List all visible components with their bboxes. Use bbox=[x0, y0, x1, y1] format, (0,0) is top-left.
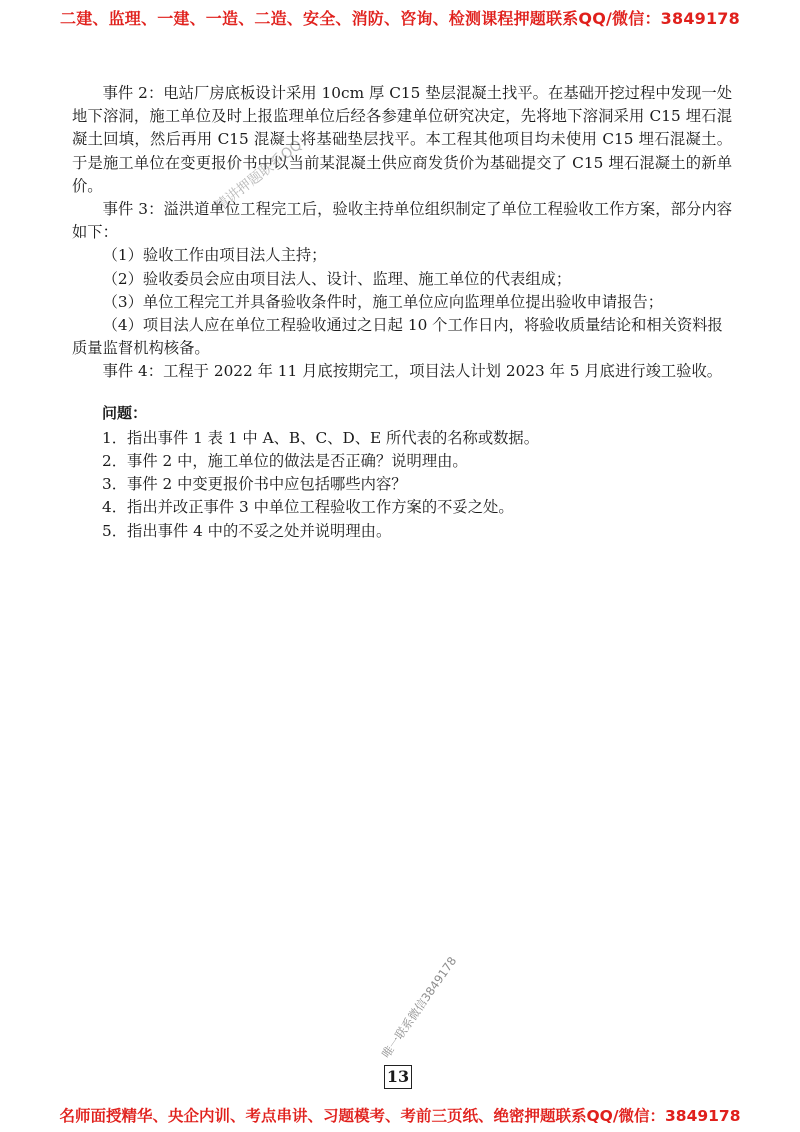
event-2-paragraph: 事件 2：电站厂房底板设计采用 10cm 厚 C15 垫层混凝土找平。在基础开挖过程中发现一处地下溶洞，施工单位及时上报监理单位后经各参建单位研究决定，先将地下溶洞采用 C15 埋石混凝土回填，然后再用 C15 混凝土将基础垫层找平。本工程其他项目均未使用 C15 埋石混凝土。于是施工单位在变更报价书中以当前某混凝土供应商发货价为基础提交了 C15 埋石混凝土的新单价。 bbox=[72, 84, 732, 195]
event-3-intro-paragraph: 事件 3：溢洪道单位工程完工后，验收主持单位组织制定了单位工程验收工作方案，部分内容如下： bbox=[72, 200, 732, 242]
event-3-item-2: （2）验收委员会应由项目法人、设计、监理、施工单位的代表组成； bbox=[102, 269, 572, 288]
questions-section bbox=[72, 402, 732, 543]
questions-title: 问题： bbox=[102, 403, 148, 422]
event-3-item-3: （3）单位工程完工并具备验收条件时，施工单位应向监理单位提出验收申请报告； bbox=[102, 292, 664, 311]
question-2: 2．事件 2 中，施工单位的做法是否正确？说明理由。 bbox=[102, 452, 468, 471]
page-number-box: 13 bbox=[384, 1065, 412, 1089]
event-3-item-1: （1）验收工作由项目法人主持； bbox=[102, 246, 327, 265]
question-3: 3．事件 2 中变更报价书中应包括哪些内容？ bbox=[102, 475, 407, 494]
question-1: 1．指出事件 1 表 1 中 A、B、C、D、E 所代表的名称或数据。 bbox=[102, 428, 540, 447]
question-4: 4．指出并改正事件 3 中单位工程验收工作方案的不妥之处。 bbox=[102, 498, 514, 517]
event-3-item-4: （4）项目法人应在单位工程验收通过之日起 10 个工作日内，将验收质量结论和相关资料报质量监督机构核备。 bbox=[72, 316, 723, 358]
footer-contact-banner: 名师面授精华、央企内训、考点串讲、习题模考、考前三页纸、绝密押题联系QQ/微信：3849178 bbox=[59, 1107, 741, 1125]
question-5: 5．指出事件 4 中的不妥之处并说明理由。 bbox=[102, 521, 392, 540]
watermark-diagonal-bottom: 唯一联系微信3849178 bbox=[378, 954, 460, 1061]
event-4-paragraph: 事件 4：工程于 2022 年 11 月底按期完工，项目法人计划 2023 年 5 月底进行竣工验收。 bbox=[102, 362, 723, 381]
document-body bbox=[72, 82, 732, 543]
header-contact-banner: 二建、监理、一建、一造、二造、安全、消防、咨询、检测课程押题联系QQ/微信：3849178 bbox=[60, 9, 740, 28]
watermark-diagonal-top: 精讲押题联系QQ： bbox=[211, 128, 317, 215]
